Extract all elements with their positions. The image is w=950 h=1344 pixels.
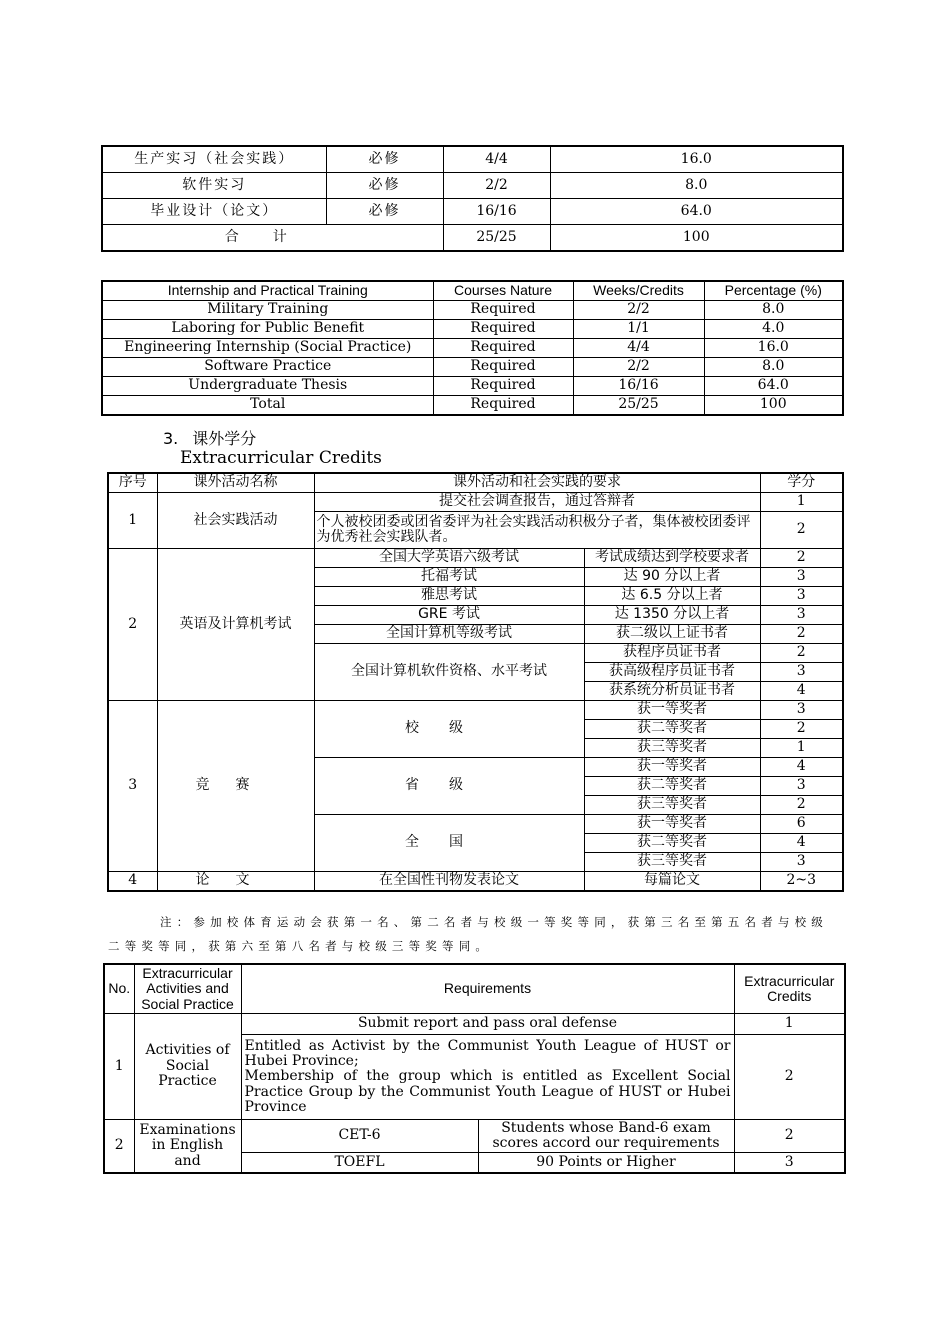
credit: 6 [760, 815, 843, 834]
prize: 获三等奖者 [584, 796, 760, 815]
total-label: 合计 [102, 225, 443, 252]
course-nature: Required [433, 377, 573, 396]
requirement-unit: 每篇论文 [584, 872, 760, 892]
weeks-credits: 2/2 [443, 173, 550, 199]
course-nature: 必修 [326, 173, 443, 199]
exam-name: 托福考试 [314, 568, 584, 587]
course-nature: Required [433, 320, 573, 339]
credit: 2 [760, 644, 843, 663]
total-row [102, 396, 843, 416]
prize: 获三等奖者 [584, 853, 760, 872]
percentage: 64.0 [704, 377, 843, 396]
requirement: Submit report and pass oral defense [241, 1014, 734, 1035]
table-row [104, 1120, 845, 1153]
requirement: 在全国性刊物发表论文 [314, 872, 584, 892]
credit: 2 [760, 720, 843, 739]
weeks-credits: 2/2 [573, 358, 704, 377]
section-number: 3. [163, 429, 179, 448]
activity-name: Examinations in English and [134, 1120, 241, 1174]
exam-condition: 达 1350 分以上者 [584, 606, 760, 625]
table-row [102, 377, 843, 396]
extracurricular-table-en [103, 963, 846, 1174]
row-number: 1 [104, 1014, 134, 1120]
column-header: Percentage (%) [704, 281, 843, 301]
column-header: No. [104, 964, 134, 1014]
percentage: 8.0 [704, 301, 843, 320]
competition-level: 校级 [314, 701, 584, 758]
credit: 2 [760, 796, 843, 815]
competition-level: 全国 [314, 815, 584, 872]
table-row [108, 549, 843, 568]
credit: 2 [760, 549, 843, 568]
row-number: 4 [108, 872, 157, 892]
exam-condition: Students whose Band-6 exam scores accord our requirements [478, 1120, 734, 1153]
credit: 2 [734, 1035, 845, 1120]
percentage: 100 [704, 396, 843, 416]
column-header: Extracurricular Activities and Social Practice [134, 964, 241, 1014]
weeks-credits: 16/16 [573, 377, 704, 396]
course-nature: Required [433, 339, 573, 358]
credit: 4 [760, 682, 843, 701]
row-number: 1 [108, 493, 157, 549]
course-name: 软件实习 [102, 173, 326, 199]
exam-condition: 获二级以上证书者 [584, 625, 760, 644]
table-row [102, 358, 843, 377]
course-nature: 必修 [326, 199, 443, 225]
credit: 1 [760, 493, 843, 512]
exam-name: 全国大学英语六级考试 [314, 549, 584, 568]
table-row [104, 1014, 845, 1035]
activity-name: 社会实践活动 [157, 493, 314, 549]
credit: 3 [760, 701, 843, 720]
prize: 获一等奖者 [584, 758, 760, 777]
credit: 1 [734, 1014, 845, 1035]
table-row [108, 872, 843, 892]
credit: 2 [760, 512, 843, 549]
requirement: 提交社会调查报告，通过答辩者 [314, 493, 760, 512]
credit: 3 [760, 606, 843, 625]
exam-condition: 获程序员证书者 [584, 644, 760, 663]
row-number: 2 [108, 549, 157, 701]
credit: 1 [760, 739, 843, 758]
exam-name: CET-6 [241, 1120, 478, 1153]
footnote: 注：参加校体育运动会获第一名、第二名者与校级一等奖等同，获第三名至第五名者与校级二等奖等同，获第六至第八名者与校级三等奖等同。 [108, 915, 828, 953]
course-name: Undergraduate Thesis [102, 377, 433, 396]
section-title-cn: 课外学分 [192, 429, 257, 448]
weeks-credits: 2/2 [573, 301, 704, 320]
course-nature: Required [433, 358, 573, 377]
table-header-row [102, 281, 843, 301]
prize: 获二等奖者 [584, 834, 760, 853]
practice-table-cn [101, 145, 844, 252]
table-header-row [104, 964, 845, 1014]
column-header: Requirements [241, 964, 734, 1014]
weeks-credits: 4/4 [443, 146, 550, 173]
table-row [102, 339, 843, 358]
total-row [102, 225, 843, 252]
course-name: Total [102, 396, 433, 416]
course-nature: 必修 [326, 146, 443, 173]
course-name: 生产实习（社会实践） [102, 146, 326, 173]
total-percentage: 100 [550, 225, 843, 252]
exam-name: TOEFL [241, 1153, 478, 1174]
weeks-credits: 25/25 [573, 396, 704, 416]
exam-condition: 90 Points or Higher [478, 1153, 734, 1174]
total-weeks: 25/25 [443, 225, 550, 252]
percentage: 16.0 [550, 146, 843, 173]
requirement [241, 1035, 734, 1120]
exam-condition: 达 6.5 分以上者 [584, 587, 760, 606]
course-nature: Required [433, 396, 573, 416]
prize: 获二等奖者 [584, 720, 760, 739]
course-name: 毕业设计（论文） [102, 199, 326, 225]
column-header: Courses Nature [433, 281, 573, 301]
column-header: Weeks/Credits [573, 281, 704, 301]
exam-name: 全国计算机等级考试 [314, 625, 584, 644]
extracurricular-table-cn [107, 472, 844, 892]
table-row [102, 146, 843, 173]
row-number: 3 [108, 701, 157, 872]
credit: 2 [760, 625, 843, 644]
course-nature: Required [433, 301, 573, 320]
requirement-line: Membership of the group which is entitled as Excellent Social Practice Group by the Communist Youth League of HUST or Hubei Province [244, 1068, 731, 1116]
credit: 3 [760, 663, 843, 682]
exam-condition: 获高级程序员证书者 [584, 663, 760, 682]
exam-condition: 获系统分析员证书者 [584, 682, 760, 701]
credit: 4 [760, 758, 843, 777]
table-row [102, 173, 843, 199]
prize: 获二等奖者 [584, 777, 760, 796]
credit: 3 [760, 853, 843, 872]
activity-name: Activities of Social Practice [134, 1014, 241, 1120]
section-heading-cn [163, 426, 256, 449]
row-number: 2 [104, 1120, 134, 1174]
exam-condition: 达 90 分以上者 [584, 568, 760, 587]
credit: 3 [734, 1153, 845, 1174]
course-name: Laboring for Public Benefit [102, 320, 433, 339]
percentage: 4.0 [704, 320, 843, 339]
table-row [108, 701, 843, 720]
table-row [102, 320, 843, 339]
exam-name: 雅思考试 [314, 587, 584, 606]
column-header: 课外活动和社会实践的要求 [314, 473, 760, 493]
activity-name: 竞赛 [157, 701, 314, 872]
credit: 4 [760, 834, 843, 853]
competition-level: 省级 [314, 758, 584, 815]
credit: 2~3 [760, 872, 843, 892]
column-header: 课外活动名称 [157, 473, 314, 493]
table-header-row [108, 473, 843, 493]
credit: 3 [760, 568, 843, 587]
exam-name: 全国计算机软件资格、水平考试 [314, 644, 584, 701]
course-name: Engineering Internship (Social Practice) [102, 339, 433, 358]
practice-table-en [101, 280, 844, 416]
table-row [102, 199, 843, 225]
weeks-credits: 1/1 [573, 320, 704, 339]
course-name: Military Training [102, 301, 433, 320]
exam-condition: 考试成绩达到学校要求者 [584, 549, 760, 568]
weeks-credits: 16/16 [443, 199, 550, 225]
credit: 2 [734, 1120, 845, 1153]
prize: 获一等奖者 [584, 815, 760, 834]
percentage: 16.0 [704, 339, 843, 358]
table-row [102, 301, 843, 320]
activity-name: 英语及计算机考试 [157, 549, 314, 701]
course-name: Software Practice [102, 358, 433, 377]
requirement-line: Entitled as Activist by the Communist Youth League of HUST or Hubei Province; [244, 1037, 731, 1069]
credit: 3 [760, 777, 843, 796]
requirement: 个人被校团委或团省委评为社会实践活动积极分子者，集体被校团委评为优秀社会实践队者。 [314, 512, 760, 549]
percentage: 8.0 [704, 358, 843, 377]
column-header: 学分 [760, 473, 843, 493]
column-header: Extracurricular Credits [734, 964, 845, 1014]
column-header: 序号 [108, 473, 157, 493]
prize: 获一等奖者 [584, 701, 760, 720]
section-title-en: Extracurricular Credits [180, 448, 382, 468]
credit: 3 [760, 587, 843, 606]
weeks-credits: 4/4 [573, 339, 704, 358]
exam-name: GRE 考试 [314, 606, 584, 625]
column-header: Internship and Practical Training [102, 281, 433, 301]
table-row [108, 493, 843, 512]
activity-name: 论文 [157, 872, 314, 892]
percentage: 8.0 [550, 173, 843, 199]
prize: 获三等奖者 [584, 739, 760, 758]
percentage: 64.0 [550, 199, 843, 225]
